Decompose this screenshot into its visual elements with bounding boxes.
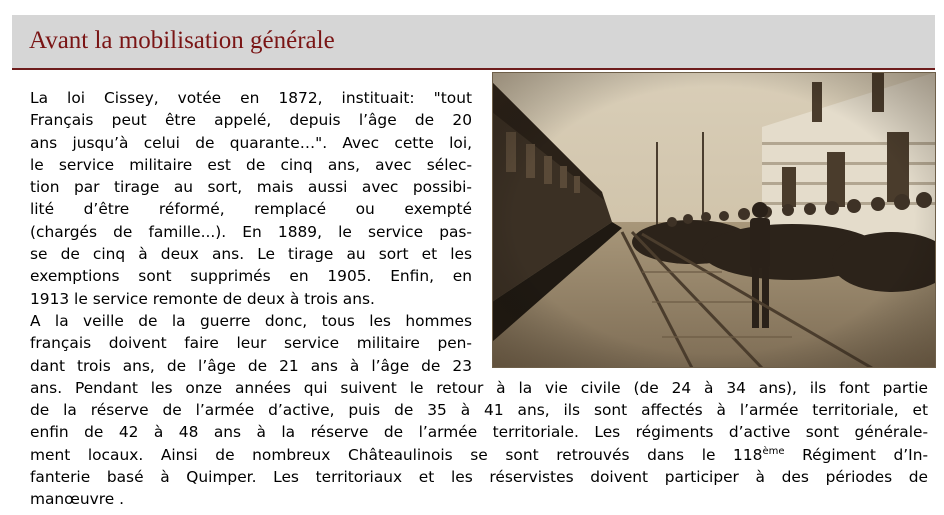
body-line: (chargés de famille...). En 1889, le service pas- bbox=[30, 222, 472, 241]
body-line: dant trois ans, de l’âge de 21 ans à l’âge de 23 bbox=[30, 356, 472, 375]
body-line: Français peut être appelé, depuis l’âge de 20 bbox=[30, 111, 472, 130]
body-line: fanterie basé à Quimper. Les territoriaux et les réservistes doivent participer à des périodes de bbox=[30, 468, 928, 487]
body-line: manœuvre . bbox=[30, 490, 125, 509]
body-line: enfin de 42 à 48 ans à la réserve de l’armée territoriale. Les régiments d’active sont générale- bbox=[30, 423, 928, 442]
body-line: français doivent faire leur service militaire pen- bbox=[30, 334, 472, 353]
article-body bbox=[30, 87, 928, 511]
body-line: La loi Cissey, votée en 1872, instituait: "tout bbox=[30, 89, 472, 107]
body-line: exemptions sont supprimés en 1905. Enfin, en bbox=[30, 267, 472, 286]
body-line: de la réserve de l’armée d’active, puis de 35 à 41 ans, ils sont affectés à l’armée territoriale, et bbox=[30, 401, 928, 420]
body-line: ans. Pendant les onze années qui suivent le retour à la vie civile (de 24 à 34 ans), ils font partie bbox=[30, 378, 928, 397]
section-header bbox=[12, 15, 935, 70]
body-line: A la veille de la guerre donc, tous les hommes bbox=[30, 311, 472, 330]
body-line: tion par tirage au sort, mais aussi avec possibi- bbox=[30, 178, 472, 197]
body-line-segment: ment locaux. Ainsi de nombreux Châteaulinois se sont retrouvés dans le 118 bbox=[30, 445, 763, 464]
body-line: ans jusqu’à celui de quarante…". Avec cette loi, bbox=[30, 133, 472, 152]
section-title: Avant la mobilisation générale bbox=[29, 27, 335, 54]
body-line: lité d’être réformé, remplacé ou exempté bbox=[30, 200, 472, 219]
body-line: 1913 le service remonte de deux à trois ans. bbox=[30, 289, 375, 308]
body-line-segment: Régiment d’In- bbox=[784, 445, 928, 464]
body-line: se de cinq à deux ans. Le tirage au sort et les bbox=[30, 245, 472, 264]
ordinal-superscript: ème bbox=[762, 445, 785, 457]
body-line-with-superscript bbox=[30, 444, 928, 466]
body-line: le service militaire est de cinq ans, avec sélec- bbox=[30, 155, 472, 174]
